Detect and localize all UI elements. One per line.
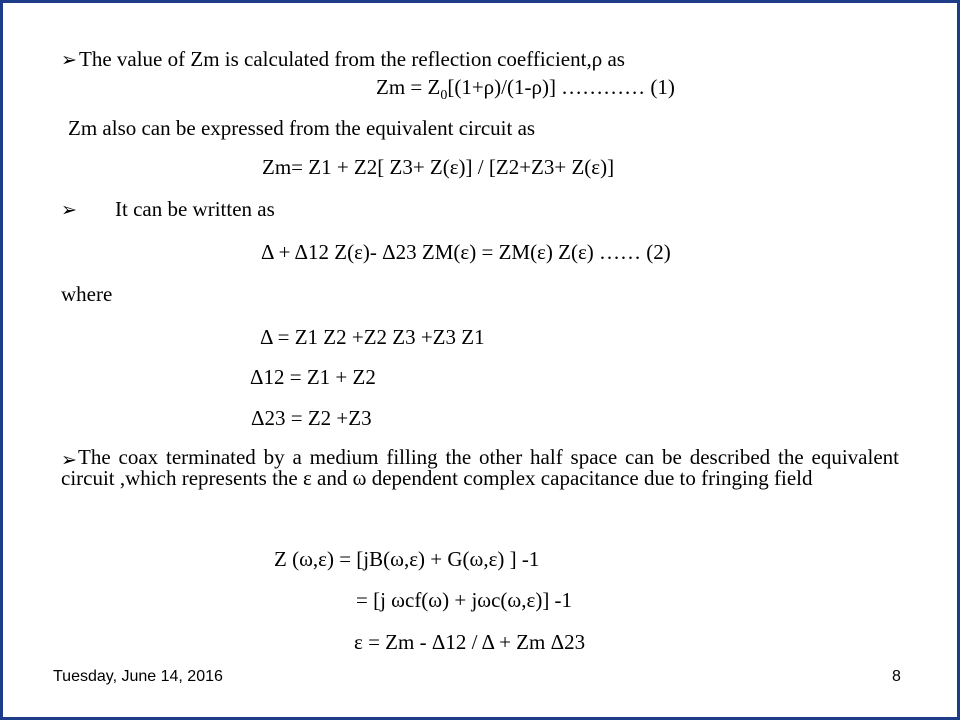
delta-definition: Δ = Z1 Z2 +Z2 Z3 +Z3 Z1 (260, 325, 485, 349)
where-label: where (61, 282, 113, 306)
page-number: 8 (892, 668, 901, 685)
bullet-3-paragraph (61, 447, 899, 489)
arrow-bullet-icon: ➢ (61, 199, 77, 221)
footer-date: Tuesday, June 14, 2016 (53, 668, 223, 685)
equation-1-main: Zm = Z (376, 75, 441, 99)
bullet-1-text: The value of Zm is calculated from the reflection coefficient,ρ as (79, 47, 625, 71)
arrow-bullet-icon: ➢ (61, 49, 77, 71)
equation-5: = [j ωcf(ω) + jωc(ω,ε)] -1 (356, 588, 573, 612)
line-equivalent-circuit: Zm also can be expressed from the equivalent circuit as (68, 116, 536, 140)
delta23-definition: Δ23 = Z2 +Z3 (251, 406, 372, 430)
arrow-bullet-icon: ➢ (61, 449, 77, 471)
equation-1-subscript: 0 (440, 88, 448, 104)
equation-1-rest: [(1+ρ)/(1-ρ)] ………… (1) (447, 75, 675, 99)
equation-6: ε = Zm - Δ12 / Δ + Zm Δ23 (354, 630, 586, 654)
equation-3: Δ + Δ12 Z(ε)- Δ23 ZM(ε) = ZM(ε) Z(ε) …… (2) (261, 240, 671, 264)
equation-1 (376, 75, 675, 104)
delta12-definition: Δ12 = Z1 + Z2 (250, 365, 376, 389)
bullet-3-text: The coax terminated by a medium filling the other half space can be described the equivalent circuit ,which represents the ε and ω dependent complex capacitance due to fringing field (61, 445, 899, 490)
bullet-2-text: It can be written as (115, 197, 275, 221)
equation-2: Zm= Z1 + Z2[ Z3+ Z(ε)] / [Z2+Z3+ Z(ε)] (262, 155, 615, 179)
equation-4: Z (ω,ε) = [jB(ω,ε) + G(ω,ε) ] -1 (274, 547, 540, 571)
